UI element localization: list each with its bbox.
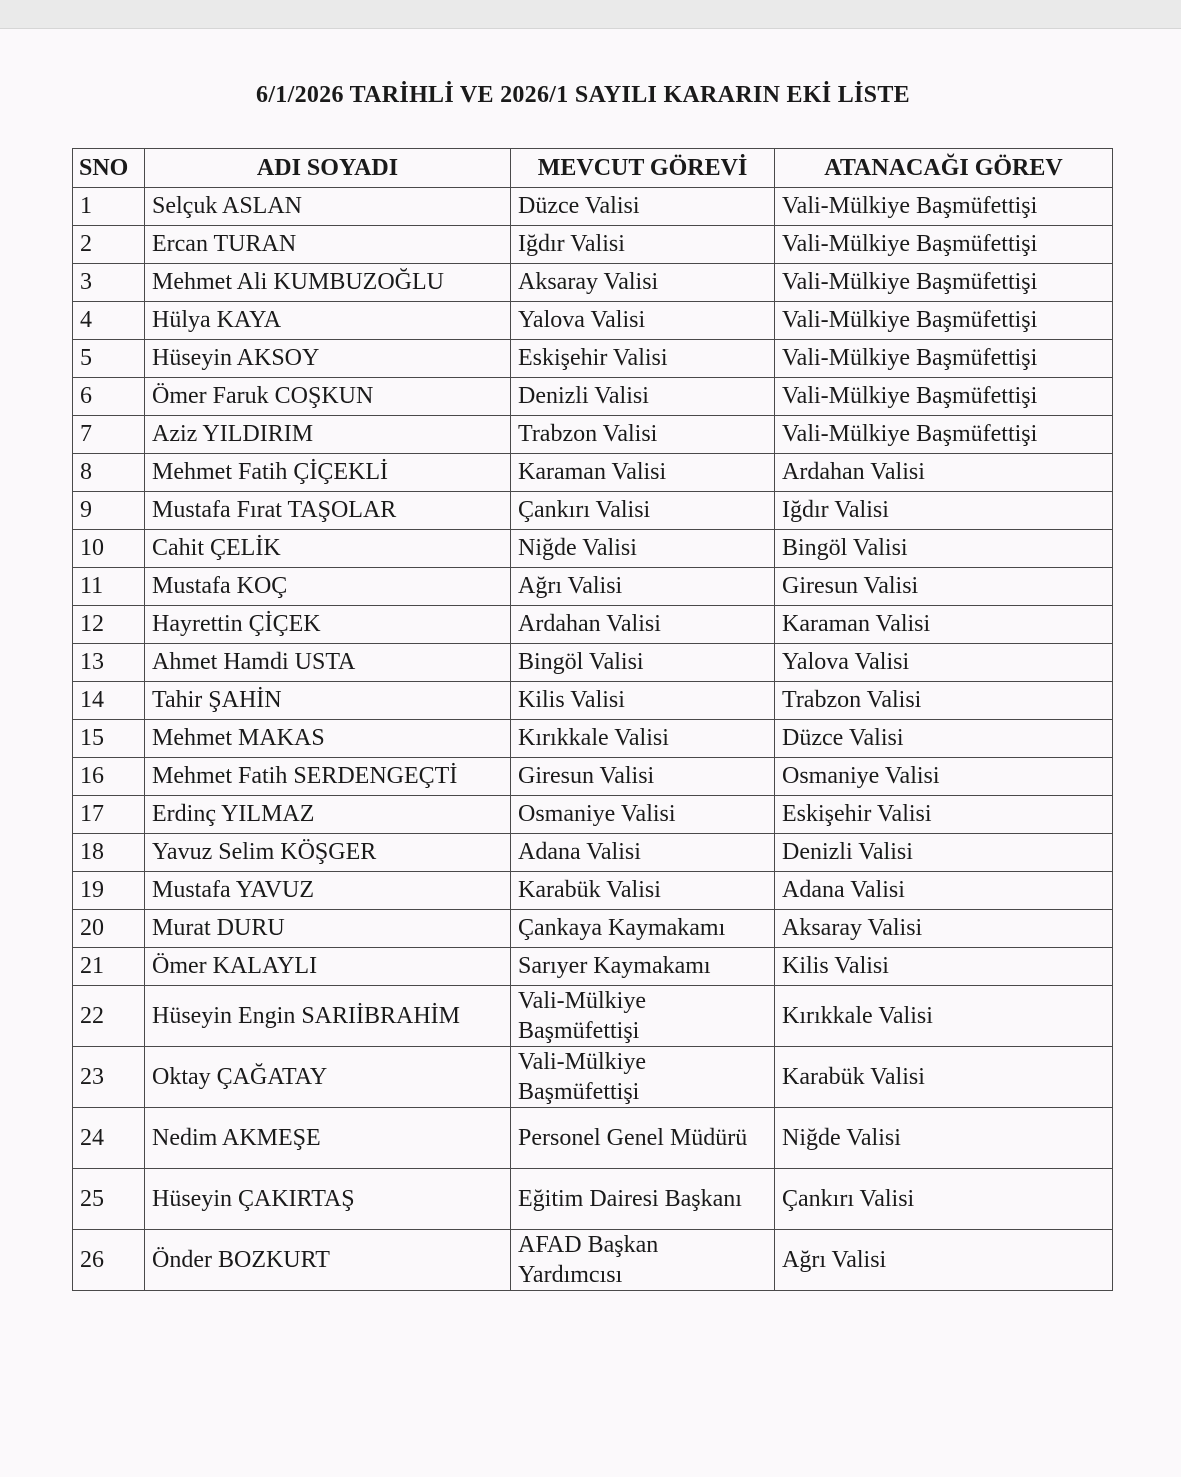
cell-current-position: Sarıyer Kaymakamı [511,948,775,986]
cell-sno: 19 [73,872,145,910]
cell-current-position: Adana Valisi [511,834,775,872]
header-assigned-position: ATANACAĞI GÖREV [775,149,1113,188]
cell-sno: 12 [73,606,145,644]
cell-name: Mehmet Ali KUMBUZOĞLU [145,264,511,302]
cell-assigned-position: Düzce Valisi [775,720,1113,758]
cell-sno: 6 [73,378,145,416]
cell-current-position: Ardahan Valisi [511,606,775,644]
cell-sno: 17 [73,796,145,834]
cell-current-position: Eskişehir Valisi [511,340,775,378]
cell-name: Önder BOZKURT [145,1230,511,1291]
cell-current-position: Osmaniye Valisi [511,796,775,834]
table-row [73,530,1113,568]
cell-current-position: Çankırı Valisi [511,492,775,530]
cell-sno: 8 [73,454,145,492]
cell-name: Aziz YILDIRIM [145,416,511,454]
cell-sno: 7 [73,416,145,454]
cell-name: Cahit ÇELİK [145,530,511,568]
cell-sno: 22 [73,986,145,1047]
cell-sno: 14 [73,682,145,720]
cell-current-position: AFAD Başkan Yardımcısı [511,1230,775,1291]
cell-current-position: Trabzon Valisi [511,416,775,454]
cell-name: Mehmet Fatih SERDENGEÇTİ [145,758,511,796]
cell-assigned-position: Denizli Valisi [775,834,1113,872]
cell-name: Ömer Faruk COŞKUN [145,378,511,416]
cell-name: Hüseyin AKSOY [145,340,511,378]
table-row [73,872,1113,910]
cell-sno: 26 [73,1230,145,1291]
cell-assigned-position: Vali-Mülkiye Başmüfettişi [775,378,1113,416]
cell-name: Hülya KAYA [145,302,511,340]
table-row [73,1108,1113,1169]
cell-assigned-position: Bingöl Valisi [775,530,1113,568]
cell-name: Erdinç YILMAZ [145,796,511,834]
table-row [73,264,1113,302]
cell-current-position: Yalova Valisi [511,302,775,340]
cell-assigned-position: Vali-Mülkiye Başmüfettişi [775,188,1113,226]
cell-sno: 4 [73,302,145,340]
cell-current-position: Bingöl Valisi [511,644,775,682]
cell-name: Mehmet MAKAS [145,720,511,758]
table-row [73,644,1113,682]
table-row [73,758,1113,796]
cell-sno: 3 [73,264,145,302]
cell-assigned-position: Iğdır Valisi [775,492,1113,530]
cell-sno: 18 [73,834,145,872]
table-row [73,948,1113,986]
table-row [73,910,1113,948]
table-row [73,492,1113,530]
cell-name: Mehmet Fatih ÇİÇEKLİ [145,454,511,492]
table-row [73,1169,1113,1230]
cell-current-position: Karabük Valisi [511,872,775,910]
cell-assigned-position: Ağrı Valisi [775,1230,1113,1291]
cell-assigned-position: Vali-Mülkiye Başmüfettişi [775,416,1113,454]
cell-current-position: Giresun Valisi [511,758,775,796]
table-row [73,1230,1113,1291]
cell-sno: 21 [73,948,145,986]
table-body [73,188,1113,1291]
document-title: 6/1/2026 TARİHLİ VE 2026/1 SAYILI KARARIN EKİ LİSTE [256,82,910,108]
cell-name: Oktay ÇAĞATAY [145,1047,511,1108]
cell-assigned-position: Vali-Mülkiye Başmüfettişi [775,302,1113,340]
cell-current-position: Vali-Mülkiye Başmüfettişi [511,986,775,1047]
table-header-row [73,149,1113,188]
cell-name: Selçuk ASLAN [145,188,511,226]
table-row [73,378,1113,416]
cell-assigned-position: Kırıkkale Valisi [775,986,1113,1047]
cell-current-position: Iğdır Valisi [511,226,775,264]
table-row [73,720,1113,758]
cell-name: Hüseyin ÇAKIRTAŞ [145,1169,511,1230]
cell-sno: 2 [73,226,145,264]
cell-sno: 24 [73,1108,145,1169]
cell-name: Hayrettin ÇİÇEK [145,606,511,644]
cell-name: Nedim AKMEŞE [145,1108,511,1169]
cell-sno: 13 [73,644,145,682]
table-row [73,188,1113,226]
cell-name: Mustafa Fırat TAŞOLAR [145,492,511,530]
cell-sno: 10 [73,530,145,568]
cell-assigned-position: Osmaniye Valisi [775,758,1113,796]
cell-name: Ercan TURAN [145,226,511,264]
cell-name: Yavuz Selim KÖŞGER [145,834,511,872]
cell-assigned-position: Aksaray Valisi [775,910,1113,948]
cell-current-position: Kırıkkale Valisi [511,720,775,758]
cell-current-position: Personel Genel Müdürü [511,1108,775,1169]
cell-name: Mustafa YAVUZ [145,872,511,910]
cell-name: Murat DURU [145,910,511,948]
table-row [73,454,1113,492]
cell-name: Ahmet Hamdi USTA [145,644,511,682]
appointment-table-container [72,148,1112,1291]
table-row [73,568,1113,606]
cell-sno: 11 [73,568,145,606]
cell-assigned-position: Çankırı Valisi [775,1169,1113,1230]
cell-assigned-position: Trabzon Valisi [775,682,1113,720]
cell-sno: 5 [73,340,145,378]
cell-assigned-position: Vali-Mülkiye Başmüfettişi [775,264,1113,302]
cell-name: Tahir ŞAHİN [145,682,511,720]
cell-sno: 15 [73,720,145,758]
cell-sno: 16 [73,758,145,796]
header-current-position: MEVCUT GÖREVİ [511,149,775,188]
table-row [73,1047,1113,1108]
cell-assigned-position: Adana Valisi [775,872,1113,910]
table-row [73,606,1113,644]
cell-assigned-position: Ardahan Valisi [775,454,1113,492]
appointment-table [72,148,1113,1291]
cell-current-position: Denizli Valisi [511,378,775,416]
table-row [73,682,1113,720]
cell-assigned-position: Vali-Mülkiye Başmüfettişi [775,340,1113,378]
cell-name: Ömer KALAYLI [145,948,511,986]
cell-current-position: Çankaya Kaymakamı [511,910,775,948]
cell-sno: 1 [73,188,145,226]
cell-current-position: Niğde Valisi [511,530,775,568]
cell-name: Mustafa KOÇ [145,568,511,606]
table-row [73,340,1113,378]
table-row [73,796,1113,834]
table-row [73,302,1113,340]
cell-current-position: Düzce Valisi [511,188,775,226]
cell-sno: 25 [73,1169,145,1230]
cell-current-position: Kilis Valisi [511,682,775,720]
cell-name: Hüseyin Engin SARIİBRAHİM [145,986,511,1047]
cell-assigned-position: Eskişehir Valisi [775,796,1113,834]
table-row [73,416,1113,454]
cell-current-position: Karaman Valisi [511,454,775,492]
cell-assigned-position: Karabük Valisi [775,1047,1113,1108]
cell-current-position: Vali-Mülkiye Başmüfettişi [511,1047,775,1108]
cell-assigned-position: Karaman Valisi [775,606,1113,644]
cell-sno: 9 [73,492,145,530]
cell-current-position: Ağrı Valisi [511,568,775,606]
cell-current-position: Aksaray Valisi [511,264,775,302]
cell-sno: 20 [73,910,145,948]
cell-assigned-position: Giresun Valisi [775,568,1113,606]
cell-assigned-position: Yalova Valisi [775,644,1113,682]
cell-sno: 23 [73,1047,145,1108]
top-strip [0,0,1181,29]
cell-current-position: Eğitim Dairesi Başkanı [511,1169,775,1230]
cell-assigned-position: Vali-Mülkiye Başmüfettişi [775,226,1113,264]
cell-assigned-position: Niğde Valisi [775,1108,1113,1169]
header-name: ADI SOYADI [145,149,511,188]
table-row [73,226,1113,264]
table-row [73,986,1113,1047]
table-row [73,834,1113,872]
header-sno: SNO [73,149,145,188]
cell-assigned-position: Kilis Valisi [775,948,1113,986]
